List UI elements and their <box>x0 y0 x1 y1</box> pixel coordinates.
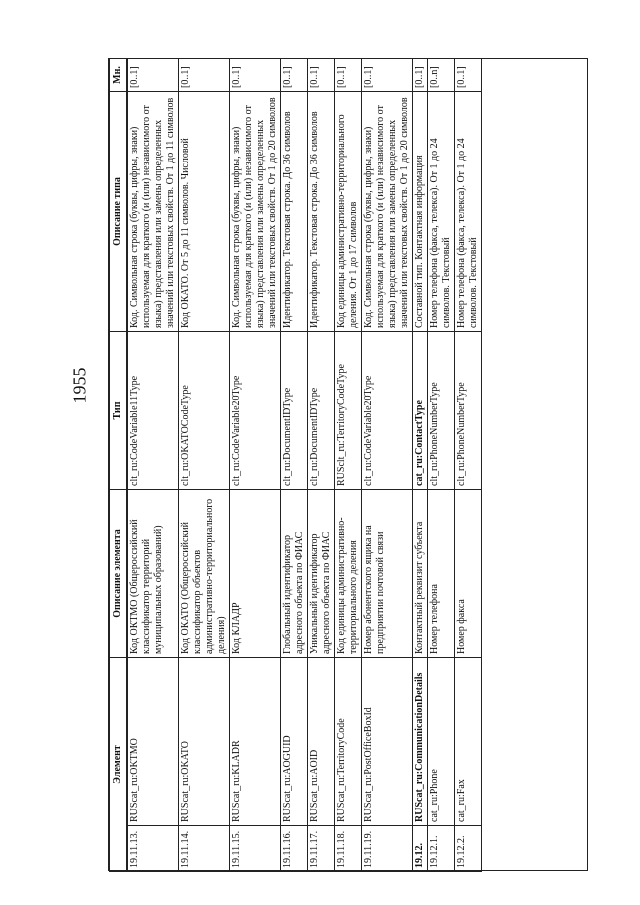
row-element-desc: Глобальный идентификатор адресного объекта по ФИАС <box>281 490 308 658</box>
row-element: RUScat_ru:PostOfficeBoxId <box>362 658 413 826</box>
row-multiplicity: [0..1] <box>413 59 428 92</box>
row-type-desc: Номер телефона (факса, телекса). От 1 до 24 символов. Текстовый <box>455 92 482 332</box>
row-element: RUScat_ru:TerritoryCode <box>335 658 362 826</box>
row-element-desc: Код КЛАДР <box>230 490 281 658</box>
row-element-desc: Код ОКТМО (Общероссийский классификатор территорий муниципальных образований) <box>127 490 179 658</box>
table-row <box>413 59 428 872</box>
row-multiplicity: [0..1] <box>308 59 335 92</box>
row-number: 19.12.1. <box>428 826 455 872</box>
row-type-desc: Код. Символьная строка (буквы, цифры, знаки) используемая для краткого (и (или) независимого от языка) представления или замены определенных значений или текстовых свойств. От 1 до 20 символов <box>362 92 413 332</box>
header-multiplicity: Мн. <box>110 59 128 92</box>
row-element: RUScat_ru:KLADR <box>230 658 281 826</box>
table-row <box>428 59 455 872</box>
row-type-desc: Код ОКАТО. От 5 до 11 символов. Числовой <box>179 92 230 332</box>
row-multiplicity: [0..1] <box>179 59 230 92</box>
row-type-desc: Код. Символьная строка (буквы, цифры, знаки) используемая для краткого (и (или) независимого от языка) представления или замены определенных значений или текстовых свойств. От 1 до 11 символов <box>127 92 179 332</box>
row-type: RUSclt_ru:TerritoryCodeType <box>335 332 362 490</box>
row-type: clt_ru:DocumentIDType <box>308 332 335 490</box>
row-number: 19.11.16. <box>281 826 308 872</box>
row-type: clt_ru:CodeVariable11Type <box>127 332 179 490</box>
row-multiplicity: [0..n] <box>428 59 455 92</box>
row-multiplicity: [0..1] <box>362 59 413 92</box>
row-element-desc: Номер абонентского ящика на предприятии почтовой связи <box>362 490 413 658</box>
row-element: RUScat_ru:CommunicationDetails <box>413 658 428 826</box>
row-number: 19.11.17. <box>308 826 335 872</box>
spec-table-grid <box>109 58 482 872</box>
row-type: cat_ru:ContactType <box>413 332 428 490</box>
row-number: 19.11.15. <box>230 826 281 872</box>
row-type-desc: Идентификатор. Текстовая строка. До 36 символов <box>281 92 308 332</box>
row-number: 19.11.14. <box>179 826 230 872</box>
table-row <box>179 59 230 872</box>
table-row <box>230 59 281 872</box>
row-type: clt_ru:CodeVariable20Type <box>230 332 281 490</box>
table-row <box>127 59 179 872</box>
header-element: Элемент <box>110 658 128 872</box>
row-multiplicity: [0..1] <box>230 59 281 92</box>
row-element-desc: Номер факса <box>455 490 482 658</box>
table-row <box>455 59 482 872</box>
row-type: clt_ru:PhoneNumberType <box>428 332 455 490</box>
row-element: RUScat_ru:OKTMO <box>127 658 179 826</box>
header-type-desc: Описание типа <box>110 92 128 332</box>
row-element-desc: Код единицы административно-территориального деления <box>335 490 362 658</box>
table-header-row <box>110 59 128 872</box>
table-row <box>281 59 308 872</box>
row-multiplicity: [0..1] <box>127 59 179 92</box>
row-element: RUScat_ru:AOGUID <box>281 658 308 826</box>
row-multiplicity: [0..1] <box>455 59 482 92</box>
row-element-desc: Уникальный идентификатор адресного объекта по ФИАС <box>308 490 335 658</box>
header-type: Тип <box>110 332 128 490</box>
row-multiplicity: [0..1] <box>281 59 308 92</box>
row-type: clt_ru:DocumentIDType <box>281 332 308 490</box>
row-number: 19.11.19. <box>362 826 413 872</box>
row-element: cat_ru:Phone <box>428 658 455 826</box>
row-number: 19.12.2. <box>455 826 482 872</box>
row-element: cat_ru:Fax <box>455 658 482 826</box>
table-row <box>308 59 335 872</box>
page-number: 1955 <box>69 367 90 404</box>
row-type-desc: Номер телефона (факса, телекса). От 1 до 24 символов. Текстовый <box>428 92 455 332</box>
table-row <box>335 59 362 872</box>
row-type: clt_ru:PhoneNumberType <box>455 332 482 490</box>
row-type-desc: Составной тип. Контактная информация <box>413 92 428 332</box>
row-element: RUScat_ru:AOID <box>308 658 335 826</box>
row-type-desc: Идентификатор. Текстовая строка. До 36 символов <box>308 92 335 332</box>
row-number: 19.12. <box>413 826 428 872</box>
row-type: clt_ru:CodeVariable20Type <box>362 332 413 490</box>
row-element-desc: Код ОКАТО (Общероссийский классификатор объектов административно-территориального деления) <box>179 490 230 658</box>
row-number: 19.11.18. <box>335 826 362 872</box>
row-type-desc: Код. Символьная строка (буквы, цифры, знаки) используемая для краткого (и (или) независимого от языка) представления или замены определенных значений или текстовых свойств. От 1 до 20 символов <box>230 92 281 332</box>
row-multiplicity: [0..1] <box>335 59 362 92</box>
row-type: clt_ru:OKATOCodeType <box>179 332 230 490</box>
row-type-desc: Код единицы административно-территориального деления. От 1 до 17 символов <box>335 92 362 332</box>
row-element-desc: Контактный реквизит субъекта <box>413 490 428 658</box>
table-row <box>362 59 413 872</box>
spec-table <box>108 58 588 871</box>
row-element-desc: Номер телефона <box>428 490 455 658</box>
row-element: RUScat_ru:OKATO <box>179 658 230 826</box>
row-number: 19.11.13. <box>127 826 179 872</box>
header-element-desc: Описание элемента <box>110 490 128 658</box>
